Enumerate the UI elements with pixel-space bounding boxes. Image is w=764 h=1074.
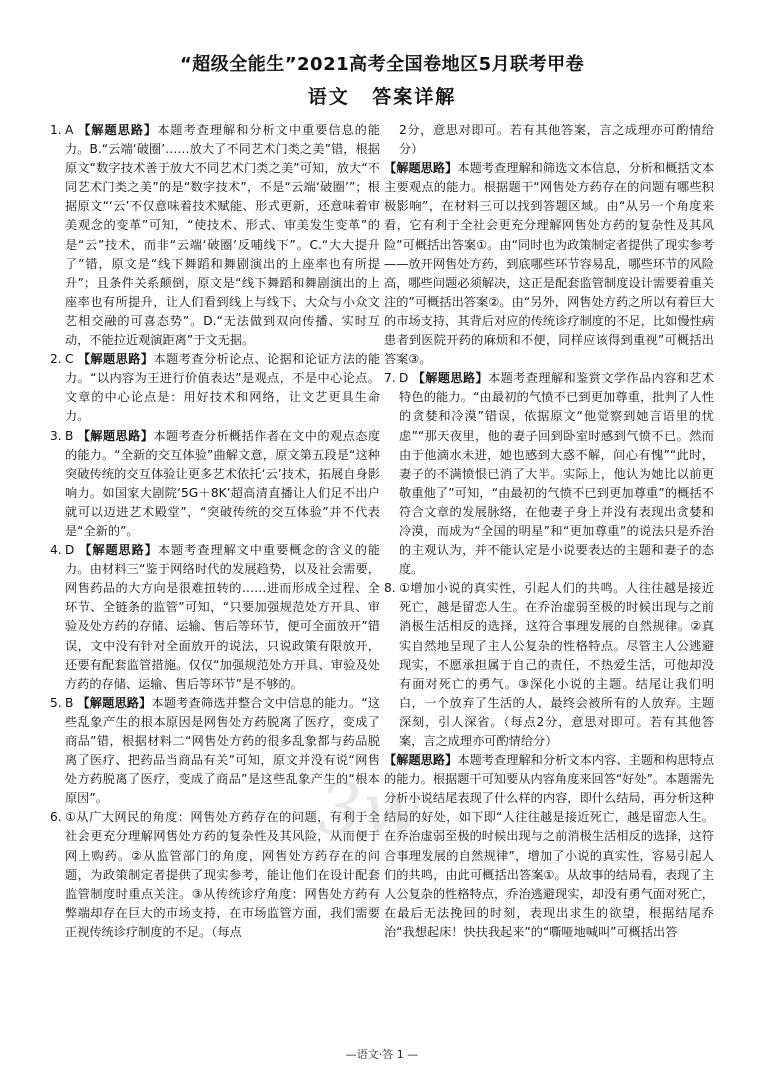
question-number: 3.: [50, 428, 62, 443]
answer-letter: A: [65, 123, 74, 137]
answer-text: 本题考查理解和分析文中重要信息的能力。B.“云端‘破圈’……放大了不同艺术门类之美”错，根据原文“数字技术善于放大不同艺术门类之美”可知，放大“不同艺术门类之美”的是“数字技术”，不是“云端‘破圈’”；根据原文“‘云’不仅意味着技术赋能、形式更新，还意味着审美观念的变革”可知，“使技术、形式、审美发生变革”的是“云”技术，而非“云端‘破圈’反哺线下”。C.“大大提升了”错，原文是“线下舞蹈和舞剧演出的上座率也有所提升”；且条件关系颠倒，原文是“线下舞蹈和舞剧演出的上座率也有所提升，让人们看到线上与线下、大众与小众文艺相交融的可喜态势”。D.“无法做到双向传播、实时互动，不能拉近观演距离”于文无据。: [65, 123, 380, 348]
right-column: [384, 121, 714, 1021]
solution-tag: 【解题思路】: [79, 543, 158, 558]
answer-item: [50, 121, 380, 350]
answer-text: 本题考查分析概括作者在文中的观点态度的能力。“全新的交互体验”曲解文意，原文第五段是“这种突破传统的交互体验让更多艺术依托‘云’技术，拓展自身影响力。如国家大剧院‘5G＋8K’超高清直播让人们足不出户就可以迈进艺术殿堂”，“突破传统的交互体验”并不代表是“全新的”。: [65, 428, 380, 538]
analysis-paragraph: [384, 159, 714, 369]
question-number: 4.: [50, 543, 62, 558]
question-number: 8.: [384, 581, 396, 596]
answer-item: [50, 427, 380, 542]
solution-tag: 【解题思路】: [77, 695, 152, 710]
answer-text: 本题考查筛选并整合文中信息的能力。“这些乱象产生的根本原因是网售处方药脱离了医疗，变成了商品”错，根据材料二“网售处方药的很多乱象都与药品脱离了医疗、把药品当商品有关”可知，原文并没有说“网售处方药脱离了医疗，变成了商品”是这些乱象产生的“根本原因”。: [65, 695, 380, 806]
answer-item: [384, 579, 714, 751]
analysis-text: 2分，意思对即可。若有其他答案，言之成理亦可酌情给分）: [399, 123, 714, 157]
left-column: [50, 121, 380, 1021]
question-number: 1.: [50, 123, 62, 137]
page-footer: —语文·答 1 —: [345, 1048, 419, 1061]
solution-tag: 【解题思路】: [78, 123, 158, 137]
answer-text: 本题考查分析论点、论据和论证方法的能力。“以内容为王进行价值表达”是观点，不是中心论点。文章的中心论点是：用好技术和网络，让文艺更具生命力。: [65, 352, 380, 424]
analysis-text: 本题考查理解和筛选文本信息，分析和概括文本主要观点的能力。根据题干“网售处方药存在的问题有哪些积极影响”，在材料三可以找到答题区域。由“从另一个角度来看，它有利于全社会更充分理解网售处方药的复杂性及其风险”可概括出答案①。由“同时也为政策制定者提供了现实参考——放开网售处方药，到底哪些环节容易乱，哪些环节的风险高，哪些问题必须解决，这正是配套监管制度设计需要着重关注的”可概括出答案②。由“另外，网售处方药之所以有着巨大的市场支持，其背后对应的传统诊疗制度的不足，比如慢性病患者到医院开药的麻烦和不便，同样应该得到重视”可概括出答案③。: [384, 161, 714, 367]
answer-item: [384, 369, 714, 579]
page-title: “超级全能生”2021高考全国卷地区5月联考甲卷: [179, 54, 585, 75]
solution-tag: 【解题思路】: [412, 371, 489, 386]
analysis-paragraph: [384, 751, 714, 942]
answer-text: 本题考查理解文中重要概念的含义的能力。由材料三“鉴于网络时代的发展趋势，以及社会需要，网售药品的大方向是很难扭转的……进而形成全过程、全环节、全链条的监管”可知，“只要加强规范处方开具、审验及处方药的存储、运输、售后等环节，便可全面放开”错误，文中没有针对全面放开的说法，只说政策有限放开，还要有配套监管措施。仅仅“加强规范处方开具、审验及处方药的存储、运输、售后等环节”是不够的。: [65, 543, 380, 691]
answer-item: [50, 541, 380, 694]
solution-tag: 【解题思路】: [384, 161, 458, 176]
answer-letter: C: [65, 352, 74, 367]
question-number: 2.: [50, 352, 62, 367]
analysis-text: 本题考查理解和分析文本内容、主题和构思特点的能力。根据题干可知要从内容角度来回答“好处”。本题需先分析小说结尾表现了什么样的内容，即什么结局，再分析这种结局的好处，如下即“人往往越是接近死亡，越是留恋人生。在乔治虚弱至极的时候出现与之前消极生活相反的选择，这符合事理发展的自然规律”，增加了小说的真实性，容易引起人们的共鸣，由此可概括出答案①。从故事的结局看，表现了主人公复杂的性格特点，乔治逃避现实，却没有勇气面对死亡，在最后无法挽回的时刻，表现出求生的欲望，根据结尾乔治“我想起床！快扶我起来”的“嘶哑地喊叫”可概括出答: [384, 753, 714, 939]
question-number: 6.: [50, 810, 62, 825]
question-number: 5.: [50, 695, 62, 710]
solution-tag: 【解题思路】: [77, 352, 154, 367]
answer-letter: B: [65, 695, 74, 710]
answer-item: [50, 808, 380, 942]
solution-tag: 【解题思路】: [384, 753, 458, 768]
page-subtitle: 语文 答案详解: [307, 86, 457, 108]
answer-item: [50, 350, 380, 426]
answer-letter: D: [65, 543, 75, 558]
answer-text: ①从广大网民的角度：网售处方药存在的问题，有利于全社会更充分理解网售处方药的复杂性及其风险，从而便于网上购药。②从监管部门的角度，网售处方药存在的问题，为政策制定者提供了现实参考，能让他们在设计配套监管制度时重点关注。③从传统诊疗角度：网售处方药有弊端却存在巨大的市场支持，在市场监管方面，我们需要正视传统诊疗制度的不足。（每点: [65, 810, 380, 939]
answer-text: 本题考查理解和鉴赏文学作品内容和艺术特色的能力。“由最初的气愤不已到更加尊重，批判了人性的贪婪和冷漠”错误，依据原文“他觉察到她言语里的忧虑”“那天夜里，他的妻子回到卧室时感到气愤不已。然而由于他滴水未进，她也感到大惑不解，问心有愧”“此时，妻子的不满愤恨已消了大半。实际上，他认为她比以前更敬重他了”可知，“由最初的气愤不已到更加尊重”的概括不符合文章的发展脉络，在他妻子身上并没有表现出贪婪和冷漠，而成为“全国的明星”和“更加尊重”的说法只是乔治的主观认为，并不能认定是小说要表达的主题和妻子的态度。: [399, 371, 714, 577]
answer-letter: B: [65, 428, 74, 443]
question-number: 7.: [384, 371, 396, 386]
watermark-logo: 3w: [318, 768, 423, 850]
answer-text: ①增加小说的真实性，引起人们的共鸣。人往往越是接近死亡，越是留恋人生。在乔治虚弱至极的时候出现与之前消极生活相反的选择，这符合事理发展的自然规律。②真实自然地呈现了主人公复杂的性格特点。尽管主人公逃避现实，不愿承担属于自己的责任，不热爱生活，可他却没有面对死亡的勇气。③深化小说的主题。结尾让我们明白，一个放弃了生活的人，最终会被所有的人放弃。主题深刻，引人深省。（每点2分，意思对即可。若有其他答案，言之成理亦可酌情给分）: [399, 581, 714, 748]
answer-item: [50, 694, 380, 809]
solution-tag: 【解题思路】: [77, 428, 154, 443]
analysis-paragraph: [384, 121, 714, 159]
answer-letter: D: [399, 371, 409, 386]
